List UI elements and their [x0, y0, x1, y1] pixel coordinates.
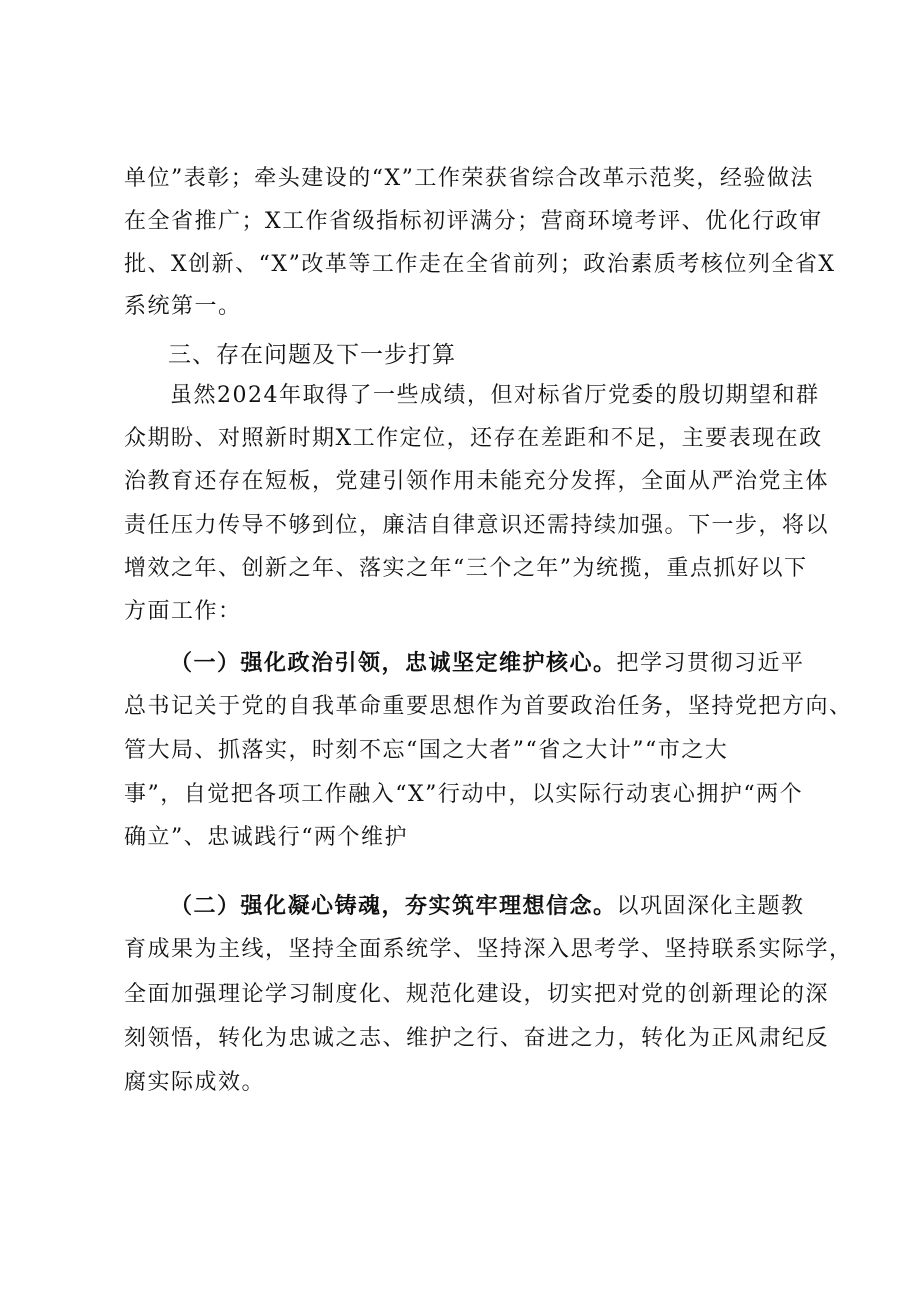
- text-line: 虽然2024年取得了一些成绩，但对标省厅党委的殷切期望和群: [170, 383, 820, 408]
- text-line: 腐实际成效。: [124, 1070, 266, 1095]
- section-heading: 三、存在问题及下一步打算: [168, 342, 456, 368]
- text-line: 确立”、忠诚践行“两个维护: [124, 825, 408, 850]
- item-title: （二）强化凝心铸魂，夯实筑牢理想信念。: [170, 893, 617, 919]
- text-line: 治教育还存在短板，党建引领作用未能充分发挥，全面从严治党主体: [124, 469, 830, 494]
- item-first-line: [170, 648, 805, 679]
- item-text: 以巩固深化主题教: [616, 894, 805, 919]
- text-line: 众期盼、对照新时期X工作定位，还存在差距和不足，主要表现在政: [124, 426, 823, 451]
- text-line: 责任压力传导不够到位，廉洁自律意识还需持续加强。下一步，将以: [124, 513, 830, 538]
- text-line: 方面工作：: [124, 599, 242, 624]
- text-line: 增效之年、创新之年、落实之年“三个之年”为统揽，重点抓好以下: [124, 556, 808, 581]
- item-title: （一）强化政治引领，忠诚坚定维护核心。: [170, 650, 617, 676]
- text-line: 总书记关于党的自我革命重要思想作为首要政治任务，坚持党把方向、: [124, 694, 853, 719]
- text-line: 管大局、抓落实，时刻不忘“国之大者”“省之大计”“市之大: [124, 738, 729, 763]
- text-line: 事”，自觉把各项工作融入“X”行动中，以实际行动衷心拥护“两个: [124, 782, 804, 807]
- text-line: 批、X创新、“X”改革等工作走在全省前列；政治素质考核位列全省X: [124, 252, 836, 277]
- text-line: 刻领悟，转化为忠诚之志、维护之行、奋进之力，转化为正风肃纪反: [124, 1026, 830, 1051]
- text-line: 全面加强理论学习制度化、规范化建设，切实把对党的创新理论的深: [124, 982, 830, 1007]
- text-line: 育成果为主线，坚持全面系统学、坚持深入思考学、坚持联系实际学，: [124, 937, 853, 962]
- text-line: 在全省推广；X工作省级指标初评满分；营商环境考评、优化行政审: [124, 209, 823, 234]
- text-line: 单位”表彰；牵头建设的“X”工作荣获省综合改革示范奖，经验做法: [124, 166, 814, 191]
- item-first-line: [170, 891, 805, 922]
- item-text: 把学习贯彻习近平: [616, 651, 805, 676]
- text-line: 系统第一。: [124, 294, 242, 319]
